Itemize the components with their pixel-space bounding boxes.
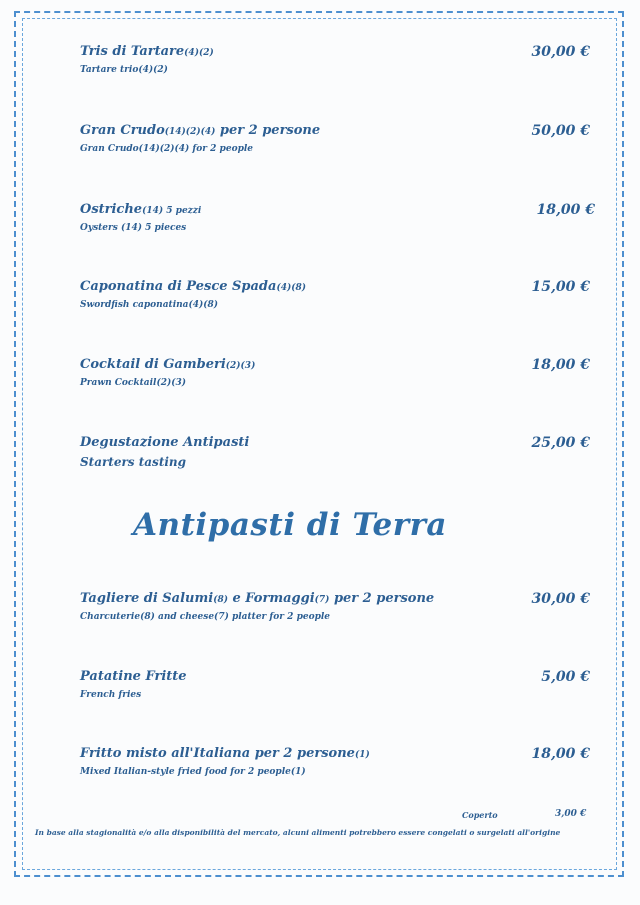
item-english: Swordfish caponatina(4)(8) bbox=[80, 300, 219, 310]
footnote: In base alla stagionalità e/o alla disponibilità del mercato, alcuni alimenti potrebbero essere congelati o surgelati all'origine bbox=[35, 828, 561, 837]
item-price: 18,00 € bbox=[531, 357, 590, 373]
item-suffix: 5 pezzi bbox=[163, 206, 202, 216]
item-name: Ostriche bbox=[80, 202, 143, 217]
item-allergens: (1) bbox=[354, 750, 370, 760]
menu-item-degustazione bbox=[80, 435, 590, 469]
item-price: 15,00 € bbox=[531, 279, 590, 295]
menu-item-gran-crudo bbox=[80, 123, 590, 154]
item-price: 25,00 € bbox=[531, 435, 590, 451]
item-english: Gran Crudo(14)(2)(4) for 2 people bbox=[80, 144, 254, 154]
menu-item-ostriche bbox=[80, 202, 595, 233]
menu-item-caponatina bbox=[80, 279, 590, 310]
item-allergens: (14) bbox=[142, 206, 164, 216]
item-price: 50,00 € bbox=[531, 123, 590, 139]
item-price: 30,00 € bbox=[531, 44, 590, 60]
menu-item-fritto-misto bbox=[80, 746, 590, 777]
item-allergens: (4)(8) bbox=[276, 283, 307, 293]
item-name: Cocktail di Gamberi bbox=[80, 357, 226, 372]
item-allergens-2: (7) bbox=[314, 595, 330, 605]
menu-item-cocktail-gamberi bbox=[80, 357, 590, 388]
item-price: 18,00 € bbox=[536, 202, 595, 218]
item-allergens: (8) bbox=[213, 595, 228, 605]
item-name: Caponatina di Pesce Spada bbox=[80, 279, 277, 294]
item-allergens: (2)(3) bbox=[225, 361, 256, 371]
item-english: Charcuterie(8) and cheese(7) platter for 2 people bbox=[80, 612, 331, 622]
item-english: Mixed Italian-style fried food for 2 people(1) bbox=[80, 767, 306, 777]
item-name: Patatine Fritte bbox=[80, 669, 187, 684]
section-title: Antipasti di Terra bbox=[132, 507, 448, 543]
item-name-mid: e Formaggi bbox=[227, 591, 315, 606]
item-suffix: per 2 persone bbox=[329, 591, 435, 606]
item-name: Degustazione Antipasti bbox=[80, 435, 250, 450]
item-name: Tris di Tartare bbox=[80, 44, 185, 59]
item-english: Tartare trio(4)(2) bbox=[80, 65, 168, 75]
menu-item-tagliere bbox=[80, 591, 590, 622]
item-english: Starters tasting bbox=[80, 455, 187, 469]
item-price: 30,00 € bbox=[531, 591, 590, 607]
item-price: 5,00 € bbox=[541, 669, 590, 685]
item-english: French fries bbox=[80, 690, 142, 700]
item-name: Fritto misto all'Italiana per 2 persone bbox=[80, 746, 355, 761]
item-name: Gran Crudo bbox=[80, 123, 165, 138]
item-english: Oysters (14) 5 pieces bbox=[80, 223, 187, 233]
item-name: Tagliere di Salumi bbox=[80, 591, 214, 606]
coperto-price: 3,00 € bbox=[555, 809, 587, 819]
item-suffix: per 2 persone bbox=[215, 123, 321, 138]
item-allergens: (4)(2) bbox=[184, 48, 214, 58]
menu-item-tris-tartare bbox=[80, 44, 590, 75]
item-english: Prawn Cocktail(2)(3) bbox=[80, 378, 187, 388]
item-price: 18,00 € bbox=[531, 746, 590, 762]
menu-item-patatine bbox=[80, 669, 590, 700]
item-allergens: (14)(2)(4) bbox=[164, 127, 216, 137]
coperto-label: Coperto bbox=[462, 810, 498, 820]
